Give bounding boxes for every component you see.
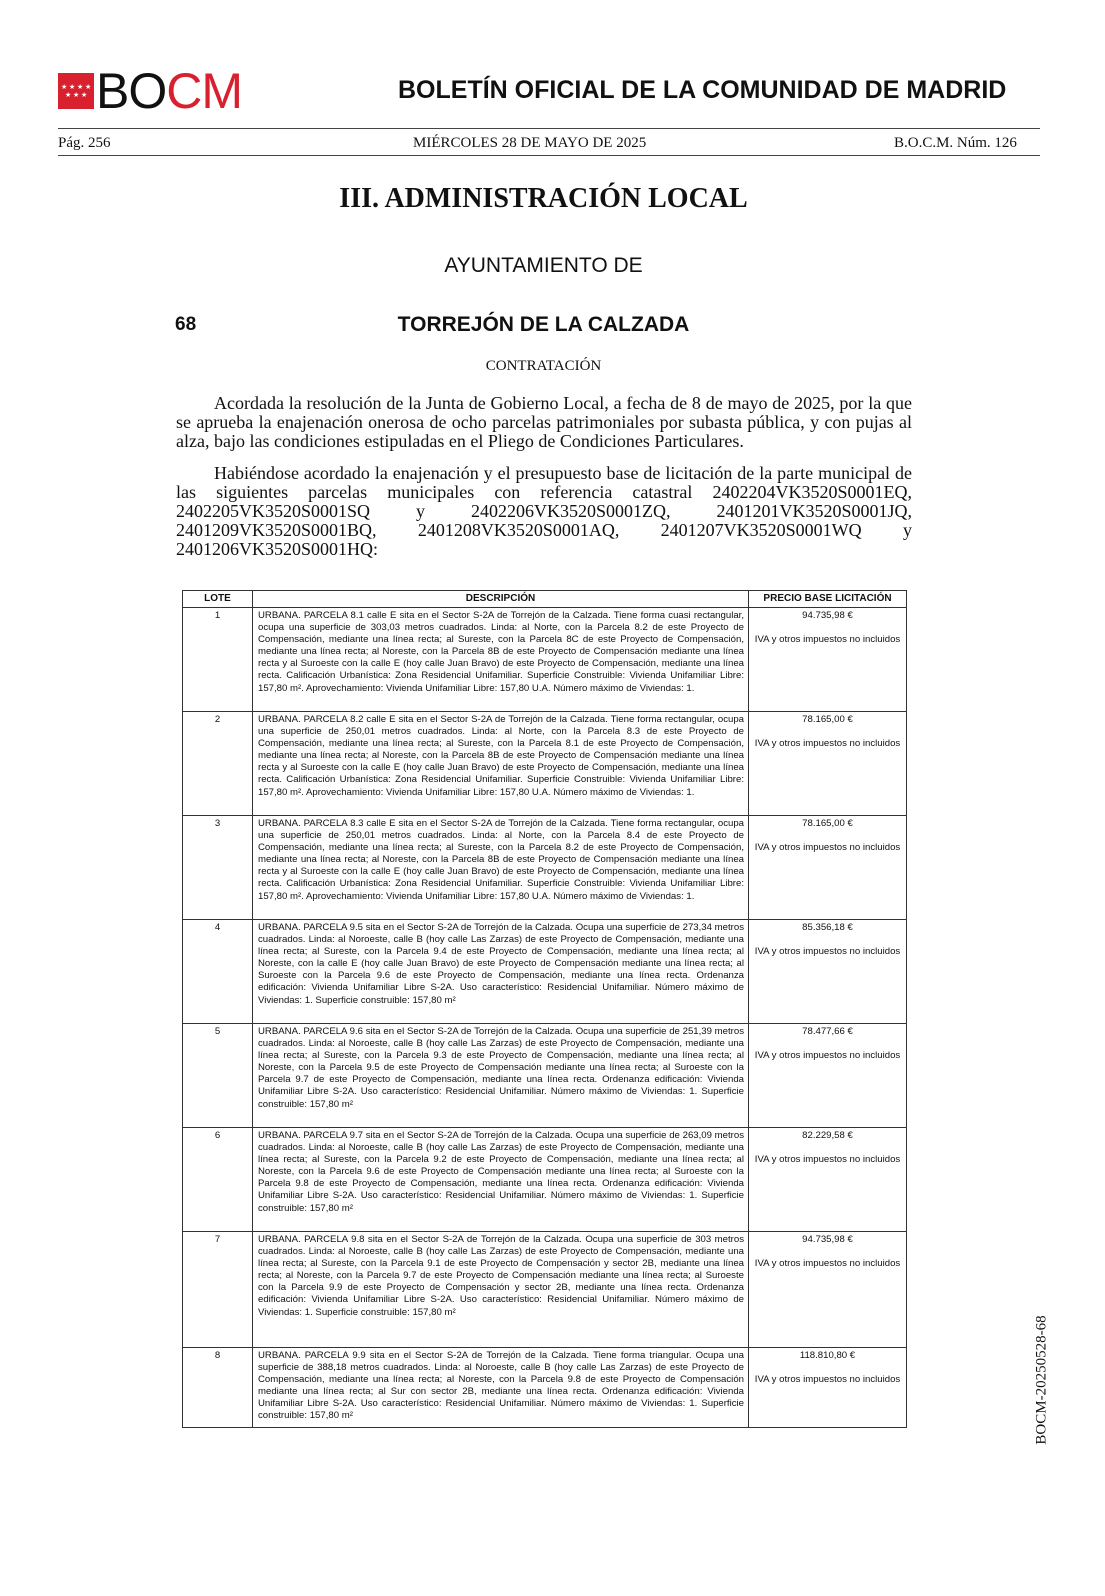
header-rule-top [58, 128, 1040, 129]
lote-description: URBANA. PARCELA 9.7 sita en el Sector S-2A de Torrejón de la Calzada. Ocupa una superficie de 263,09 metros cuadrados. Linda: al Noroeste, calle B (hoy calle Las Zarzas) de este Proyecto de Compensación, mediante una línea recta; al Sureste, con la Parcela 9.2 de este Proyecto de Compensación, mediante una línea recta; al Noreste, con la Parcela 9.6 de este Proyecto de Compensación mediante una línea recta; al Suroeste con la Parcela 9.8 de este Proyecto de Compensación, mediante una línea recta. Ordenanza edificación: Vivienda Unifamiliar Libre S-2A. Uso característico: Residencial Unifamiliar. Número máximo de Viviendas: 1. Superficie construible: 157,80 m² [253, 1128, 749, 1232]
lote-description: URBANA. PARCELA 8.3 calle E sita en el Sector S-2A de Torrejón de la Calzada. Tiene forma rectangular, ocupa una superficie de 250,01 metros cuadrados. Linda: al Norte, con la Parcela 8.4 de este Proyecto de Compensación, mediante una línea recta; al Sureste, con la Parcela 8.2 de este Proyecto de Compensación, mediante una línea recta; al Noreste, con la Parcela 8B de este Proyecto de Compensación mediante una línea recta y al Suroeste con la calle E (hoy calle Juan Bravo) de este Proyecto de Compensación, mediante una línea recta. Calificación Urbanística: Zona Residencial Unifamiliar. Superficie Construible: Vivienda Unifamiliar Libre: 157,80 m². Aprovechamiento: Vivienda Unifamiliar Libre: 157,80 U.A. Número máximo de Viviendas: 1. [253, 816, 749, 920]
tax-note: IVA y otros impuestos no incluidos [754, 1258, 901, 1270]
lote-price: 118.810,80 € [799, 1350, 856, 1361]
lote-price-cell [749, 816, 907, 920]
header-rule-bottom [58, 155, 1040, 156]
header-precio: PRECIO BASE LICITACIÓN [749, 591, 907, 608]
lote-price: 78.477,66 € [802, 1026, 853, 1037]
table-row [183, 712, 907, 816]
lote-number: 2 [183, 712, 253, 816]
lots-table [182, 590, 907, 1428]
lote-number: 5 [183, 1024, 253, 1128]
lote-description: URBANA. PARCELA 8.2 calle E sita en el Sector S-2A de Torrejón de la Calzada. Tiene forma rectangular, ocupa una superficie de 250,01 metros cuadrados. Linda: al Norte, con la Parcela 8.3 de este Proyecto de Compensación, mediante una línea recta; al Sureste, con la Parcela 8.1 de este Proyecto de Compensación, mediante una línea recta; al Noreste, con la Parcela 8B de este Proyecto de Compensación mediante una línea recta y al Suroeste con la calle E (hoy calle Juan Bravo) de este Proyecto de Compensación, mediante una línea recta. Calificación Urbanística: Zona Residencial Unifamiliar. Superficie Construible: Vivienda Unifamiliar Libre: 157,80 m². Aprovechamiento: Vivienda Unifamiliar Libre: 157,80 U.A. Número máximo de Viviendas: 1. [253, 712, 749, 816]
tax-note: IVA y otros impuestos no incluidos [754, 1374, 901, 1386]
lote-price-cell [749, 712, 907, 816]
table-row [183, 816, 907, 920]
header-lote: LOTE [183, 591, 253, 608]
lote-description: URBANA. PARCELA 9.5 sita en el Sector S-2A de Torrejón de la Calzada. Ocupa una superficie de 273,34 metros cuadrados. Linda: al Noroeste, calle B (hoy calle Las Zarzas) de este Proyecto de Compensación, mediante una línea recta; al Sureste, con la Parcela 9.4 de este Proyecto de Compensación, mediante una línea recta; al Noreste, con la calle E (hoy calle Juan Bravo) de este Proyecto de Compensación mediante una línea recta; al Suroeste con la Parcela 9.6 de este Proyecto de Compensación, mediante una línea recta. Ordenanza edificación: Vivienda Unifamiliar Libre S-2A. Uso característico: Residencial Unifamiliar. Número máximo de Viviendas: 1. Superficie construible: 157,80 m² [253, 920, 749, 1024]
table-row [183, 1024, 907, 1128]
bocm-logo [58, 63, 243, 119]
lote-number: 6 [183, 1128, 253, 1232]
table-row [183, 608, 907, 712]
lote-number: 1 [183, 608, 253, 712]
lote-price: 82.229,58 € [802, 1130, 853, 1141]
lote-price-cell [749, 920, 907, 1024]
table-header-row [183, 591, 907, 608]
side-document-code [1012, 1295, 1072, 1465]
lote-price: 94.735,98 € [802, 610, 853, 621]
lote-number: 7 [183, 1232, 253, 1348]
tax-note: IVA y otros impuestos no incluidos [754, 1154, 901, 1166]
madrid-flag-icon: ★ ★ ★ ★ ★ ★ ★ [58, 73, 94, 109]
table-row [183, 920, 907, 1024]
tax-note: IVA y otros impuestos no incluidos [754, 842, 901, 854]
tax-note: IVA y otros impuestos no incluidos [754, 738, 901, 750]
logo-text: BOCM [96, 63, 243, 119]
section-title: III. ADMINISTRACIÓN LOCAL [339, 183, 748, 214]
lote-price-cell [749, 1024, 907, 1128]
issue-number: B.O.C.M. Núm. 126 [894, 135, 1017, 151]
lote-price: 94.735,98 € [802, 1234, 853, 1245]
table-row [183, 1128, 907, 1232]
lote-price-cell [749, 1232, 907, 1348]
masthead-title: BOLETÍN OFICIAL DE LA COMUNIDAD DE MADRID [398, 76, 1007, 104]
lote-price: 78.165,00 € [802, 714, 853, 725]
lote-price-cell [749, 608, 907, 712]
table-row [183, 1348, 907, 1428]
lote-description: URBANA. PARCELA 9.6 sita en el Sector S-2A de Torrejón de la Calzada. Ocupa una superficie de 251,39 metros cuadrados. Linda: al Noroeste, calle B (hoy calle Las Zarzas) de este Proyecto de Compensación, mediante una línea recta; al Sureste, con la Parcela 9.3 de este Proyecto de Compensación, mediante una línea recta; al Noreste, con la Parcela 9.5 de este Proyecto de Compensación mediante una línea recta; al Suroeste con la Parcela 9.7 de este Proyecto de Compensación, mediante una línea recta. Ordenanza edificación: Vivienda Unifamiliar Libre S-2A. Uso característico: Residencial Unifamiliar. Número máximo de Viviendas: 1. Superficie construible: 157,80 m² [253, 1024, 749, 1128]
lote-description: URBANA. PARCELA 9.8 sita en el Sector S-2A de Torrejón de la Calzada. Ocupa una superficie de 303 metros cuadrados. Linda: al Noroeste, calle B (hoy calle Las Zarzas) de este Proyecto de Compensación, mediante una línea recta; al Sureste, con la Parcela 9.1 de este Proyecto de Compensación y sector 2B, mediante una línea recta; al Noreste, con la Parcela 9.7 de este Proyecto de Compensación mediante una línea recta; al Suroeste con la Parcela 9.9 de este Proyecto de Compensación y sector 2B, mediante una línea recta. Ordenanza edificación: Vivienda Unifamiliar Libre S-2A. Uso característico: Residencial Unifamiliar. Número máximo de Viviendas: 1. Superficie construible: 157,80 m² [253, 1232, 749, 1348]
lote-description: URBANA. PARCELA 8.1 calle E sita en el Sector S-2A de Torrejón de la Calzada. Tiene forma cuasi rectangular, ocupa una superficie de 303,03 metros cuadrados. Linda: al Norte, con la Parcela 8.2 de este Proyecto de Compensación, mediante una línea recta; al Sureste, con la Parcela 8C de este Proyecto de Compensación, mediante una línea recta; al Noreste, con la Parcela 8B de este Proyecto de Compensación mediante una línea recta y al Suroeste con la calle E (hoy calle Juan Bravo) de este Proyecto de Compensación, mediante una línea recta. Calificación Urbanística: Zona Residencial Unifamiliar. Superficie Construible: Vivienda Unifamiliar Libre: 157,80 m². Aprovechamiento: Vivienda Unifamiliar Libre: 157,80 U.A. Número máximo de Viviendas: 1. [253, 608, 749, 712]
tax-note: IVA y otros impuestos no incluidos [754, 634, 901, 646]
town-name: TORREJÓN DE LA CALZADA [397, 313, 690, 336]
lote-number: 4 [183, 920, 253, 1024]
announcement-number: 68 [175, 314, 197, 335]
lote-number: 3 [183, 816, 253, 920]
lote-description: URBANA. PARCELA 9.9 sita en el Sector S-2A de Torrejón de la Calzada. Tiene forma triangular. Ocupa una superficie de 388,18 metros cuadrados. Linda: al Noroeste, calle B (hoy calle Las Zarzas) de este Proyecto de Compensación, mediante una línea recta; al Noreste, con la Parcela 9.8 de este Proyecto de Compensación mediante una línea recta; al Sur con sector 2B, mediante una línea recta. Ordenanza edificación: Vivienda Unifamiliar Libre S-2A. Uso característico: Residencial Unifamiliar. Número máximo de Viviendas: 1. Superficie construible: 157,80 m² [253, 1348, 749, 1428]
tax-note: IVA y otros impuestos no incluidos [754, 946, 901, 958]
header-descripcion: DESCRIPCIÓN [253, 591, 749, 608]
lote-price-cell [749, 1128, 907, 1232]
side-code-text: BOCM-20250528-68 [1033, 1315, 1050, 1445]
lote-number: 8 [183, 1348, 253, 1428]
tax-note: IVA y otros impuestos no incluidos [754, 1050, 901, 1062]
page-number: Pág. 256 [58, 135, 111, 151]
table-row [183, 1232, 907, 1348]
body-paragraph-2: Habiéndose acordado la enajenación y el presupuesto base de licitación de la parte municipal de las siguientes parcelas municipales con referencia catastral 2402204VK3520S0001EQ, 2402205VK3520S0001SQ y 2402206VK3520S0001ZQ, 2401201VK3520S0001JQ, 2401209VK3520S0001BQ, 2401208VK3520S0001AQ, 2401207VK3520S0001WQ y 2401206VK3520S0001HQ: [176, 463, 912, 559]
body-paragraph-1: Acordada la resolución de la Junta de Gobierno Local, a fecha de 8 de mayo de 2025, por la que se aprueba la enajenación onerosa de ocho parcelas patrimoniales por subasta pública, y con pujas al alza, bajo las condiciones estipuladas en el Pliego de Condiciones Particulares. [176, 393, 912, 451]
lote-price: 78.165,00 € [802, 818, 853, 829]
subject-heading: CONTRATACIÓN [485, 358, 602, 374]
entity-prefix: AYUNTAMIENTO DE [444, 254, 643, 277]
issue-date: MIÉRCOLES 28 DE MAYO DE 2025 [413, 135, 647, 151]
lote-price-cell [749, 1348, 907, 1428]
lote-price: 85.356,18 € [802, 922, 853, 933]
